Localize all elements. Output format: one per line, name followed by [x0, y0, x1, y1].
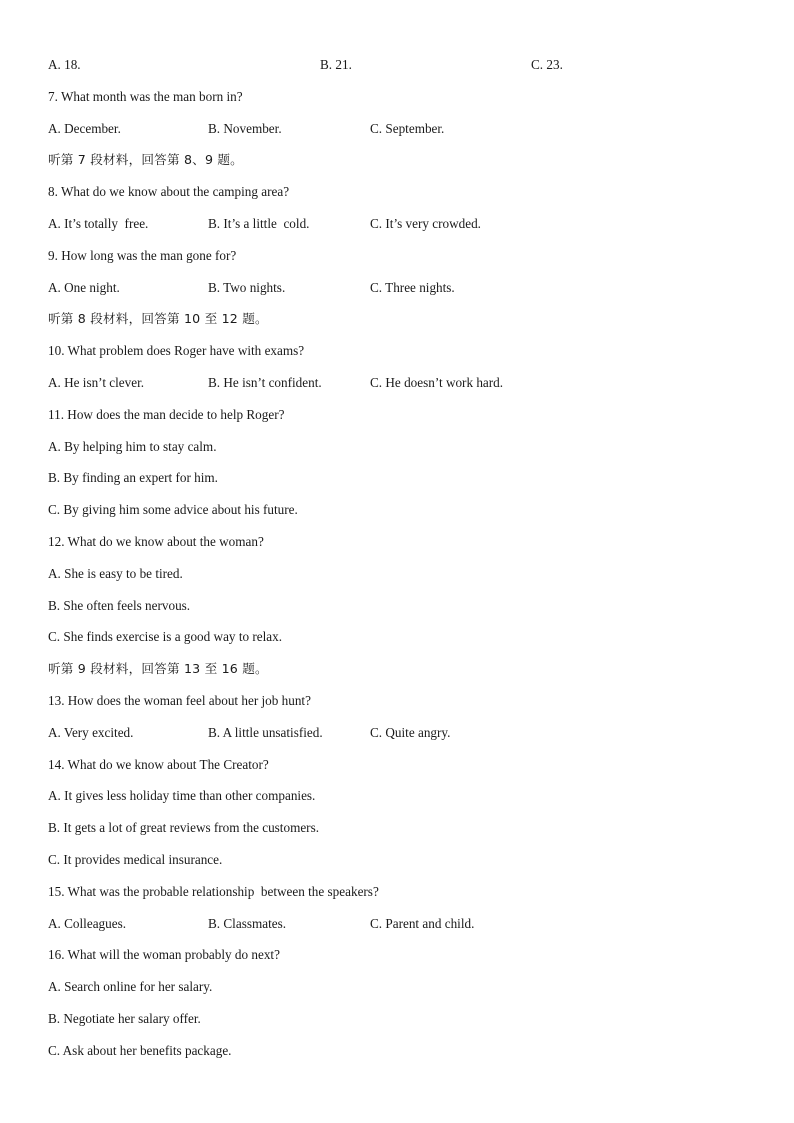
q14-option-c: C. It provides medical insurance. [48, 852, 223, 867]
q12-option-b: B. She often feels nervous. [48, 598, 191, 613]
section-7-heading: 听第 7 段材料，回答第 8、9 题。 [48, 152, 243, 167]
q10-stem: 10. What problem does Roger have with exams? [48, 343, 305, 358]
q11-option-a: A. By helping him to stay calm. [48, 439, 217, 454]
q14-option-b: B. It gets a lot of great reviews from the customers. [48, 820, 320, 835]
q13-option-c: C. Quite angry. [370, 725, 451, 740]
q8-option-a: A. It’s totally free. [48, 216, 149, 231]
q9-option-b: B. Two nights. [208, 280, 286, 295]
q8-option-b: B. It’s a little cold. [208, 216, 310, 231]
q15-option-c: C. Parent and child. [370, 916, 475, 931]
q16-option-c: C. Ask about her benefits package. [48, 1043, 232, 1058]
q15-option-a: A. Colleagues. [48, 916, 127, 931]
q15-stem: 15. What was the probable relationship between the speakers? [48, 884, 379, 899]
q13-option-b: B. A little unsatisfied. [208, 725, 323, 740]
q8-stem: 8. What do we know about the camping area? [48, 184, 290, 199]
q12-option-c: C. She finds exercise is a good way to relax. [48, 629, 283, 644]
q11-stem: 11. How does the man decide to help Roger? [48, 407, 285, 422]
q16-option-b: B. Negotiate her salary offer. [48, 1011, 201, 1026]
section-8-heading: 听第 8 段材料，回答第 10 至 12 题。 [48, 311, 268, 326]
q6-option-a: A. 18. [48, 57, 81, 72]
q6-option-c: C. 23. [531, 57, 563, 72]
q10-option-a: A. He isn’t clever. [48, 375, 145, 390]
q16-stem: 16. What will the woman probably do next? [48, 947, 280, 962]
q15-option-b: B. Classmates. [208, 916, 287, 931]
q10-option-b: B. He isn’t confident. [208, 375, 322, 390]
q14-stem: 14. What do we know about The Creator? [48, 757, 269, 772]
q12-stem: 12. What do we know about the woman? [48, 534, 264, 549]
q10-option-c: C. He doesn’t work hard. [370, 375, 504, 390]
q11-option-c: C. By giving him some advice about his future. [48, 502, 298, 517]
q8-option-c: C. It’s very crowded. [370, 216, 481, 231]
q9-stem: 9. How long was the man gone for? [48, 248, 237, 263]
q6-option-b: B. 21. [320, 57, 352, 72]
q11-option-b: B. By finding an expert for him. [48, 470, 218, 485]
q7-stem: 7. What month was the man born in? [48, 89, 243, 104]
q16-option-a: A. Search online for her salary. [48, 979, 213, 994]
q9-option-a: A. One night. [48, 280, 120, 295]
q7-option-a: A. December. [48, 121, 121, 136]
q9-option-c: C. Three nights. [370, 280, 455, 295]
q7-option-c: C. September. [370, 121, 445, 136]
q7-option-b: B. November. [208, 121, 282, 136]
q14-option-a: A. It gives less holiday time than other companies. [48, 788, 316, 803]
q12-option-a: A. She is easy to be tired. [48, 566, 183, 581]
q13-option-a: A. Very excited. [48, 725, 134, 740]
section-9-heading: 听第 9 段材料，回答第 13 至 16 题。 [48, 661, 268, 676]
q13-stem: 13. How does the woman feel about her job hunt? [48, 693, 311, 708]
